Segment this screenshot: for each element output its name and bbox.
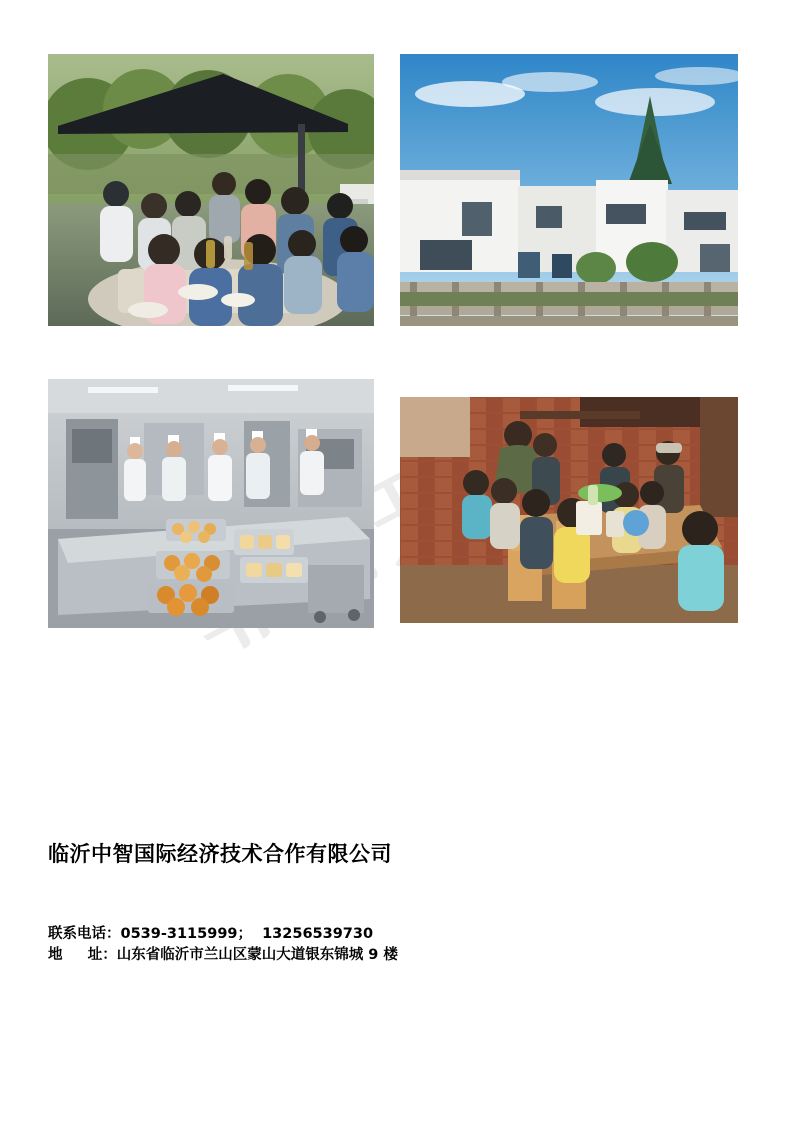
photo-indoor-classroom-image — [400, 397, 738, 623]
photo-row-bottom — [48, 379, 738, 628]
contact-address: 地 址：山东省临沂市兰山区蒙山大道银东锦城 9 楼 — [48, 947, 398, 963]
photo-outdoor-lunch-image — [48, 54, 374, 326]
footer-block — [48, 838, 748, 966]
contact-phone: 联系电话：0539-3115999； 13256539730 — [48, 926, 374, 942]
company-name: 临沂中智国际经济技术合作有限公司 — [48, 842, 392, 866]
photo-white-houses-image — [400, 54, 738, 326]
photo-commercial-kitchen-image — [48, 379, 374, 628]
photo-white-houses — [400, 54, 738, 326]
photo-grid — [48, 54, 738, 681]
photo-indoor-classroom — [400, 397, 738, 623]
photo-outdoor-lunch — [48, 54, 374, 326]
photo-commercial-kitchen — [48, 379, 374, 628]
photo-row-top — [48, 54, 738, 326]
